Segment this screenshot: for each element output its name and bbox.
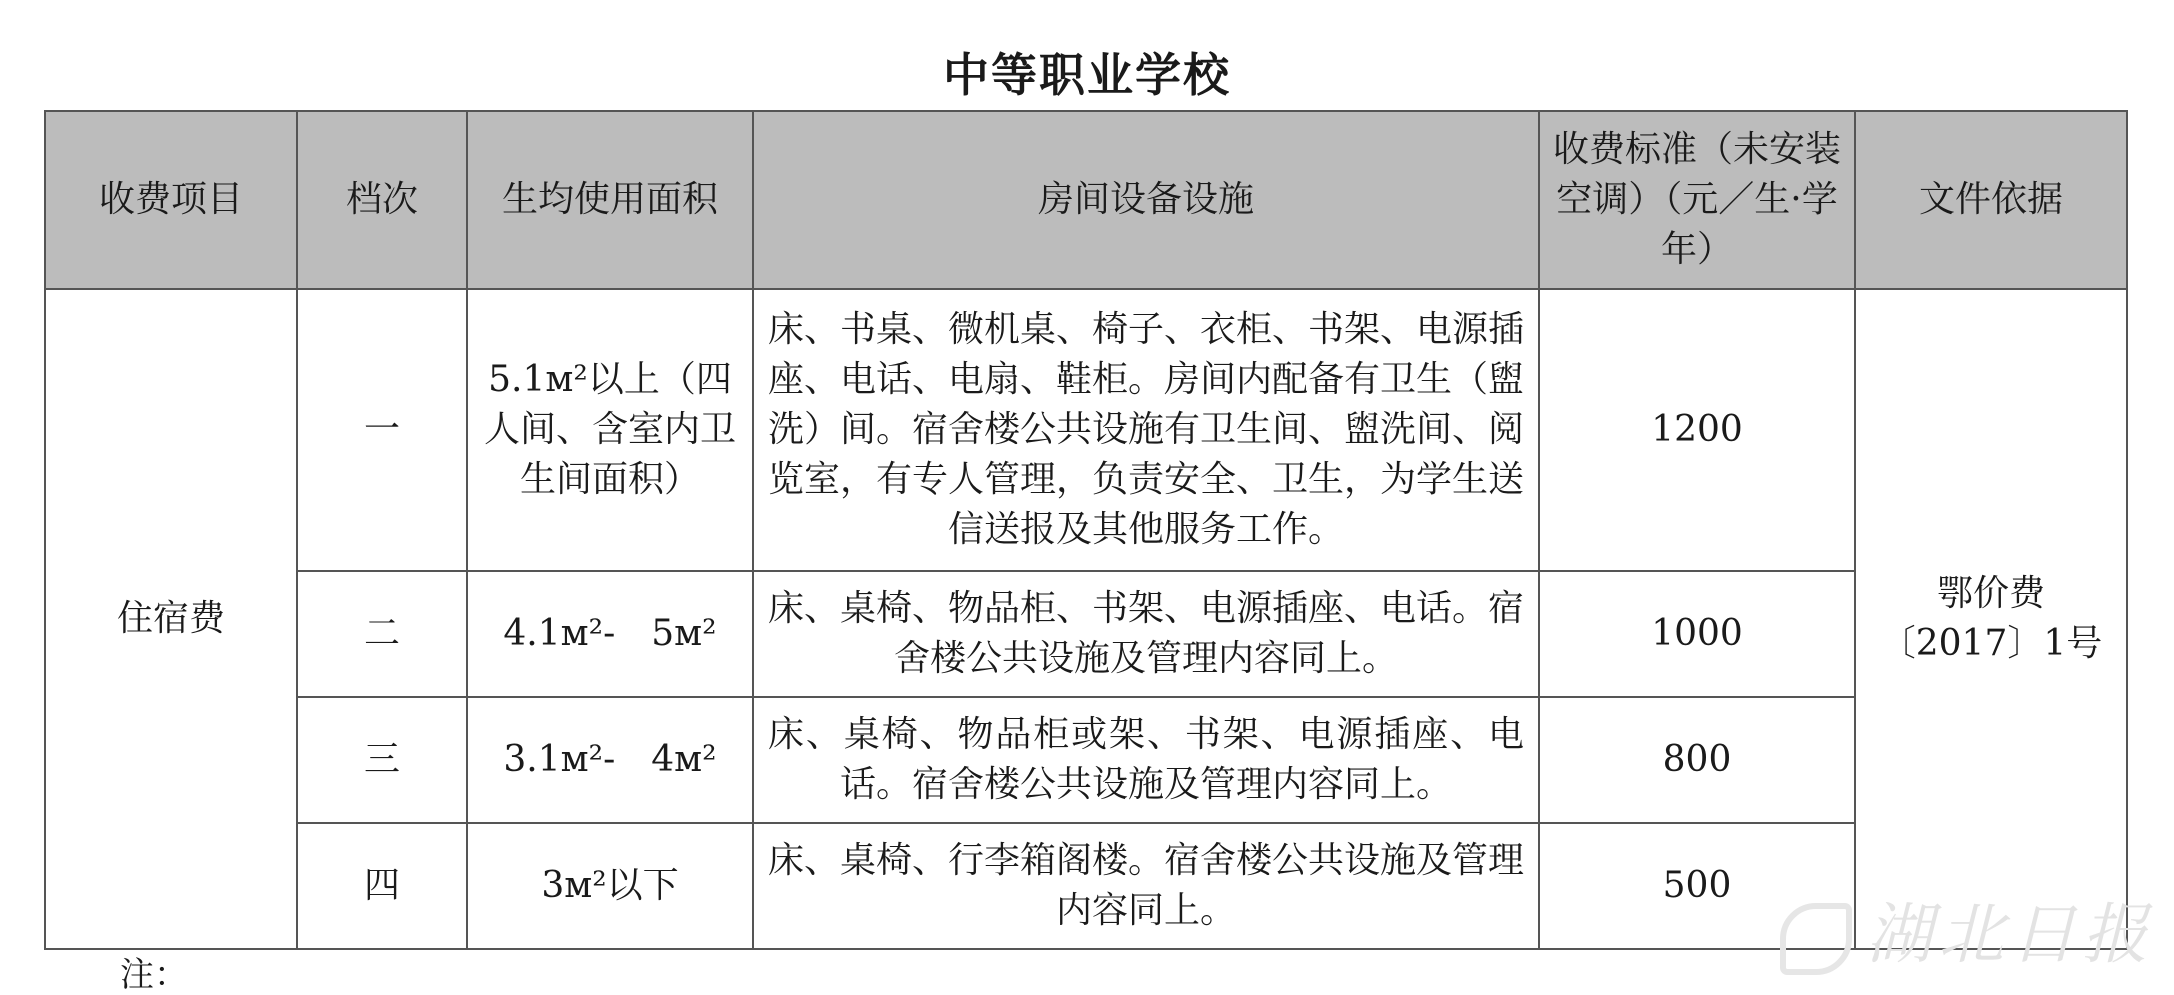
fee-cell: 1000 bbox=[1539, 571, 1855, 697]
facilities-cell: 床、桌椅、物品柜、书架、电源插座、电话。宿舍楼公共设施及管理内容同上。 bbox=[753, 571, 1539, 697]
watermark-text: 湖北日报 bbox=[1866, 896, 2154, 973]
newspaper-logo-icon bbox=[1780, 903, 1852, 975]
fee-cell: 1200 bbox=[1539, 289, 1855, 571]
note-label: 注： bbox=[120, 955, 188, 995]
tier-cell: 二 bbox=[297, 571, 467, 697]
facilities-cell: 床、桌椅、物品柜或架、书架、电源插座、电话。宿舍楼公共设施及管理内容同上。 bbox=[753, 697, 1539, 823]
area-cell: 3м²以下 bbox=[467, 823, 753, 949]
facilities-cell: 床、书桌、微机桌、椅子、衣柜、书架、电源插座、电话、电扇、鞋柜。房间内配备有卫生（盥洗）间。宿舍楼公共设施有卫生间、盥洗间、阅览室，有专人管理，负责安全、卫生，为学生送信送报及其他服务工作。 bbox=[753, 289, 1539, 571]
tier-cell: 四 bbox=[297, 823, 467, 949]
fee-cell: 500 bbox=[1539, 823, 1855, 949]
document-basis-cell: 鄂价费〔2017〕1号 bbox=[1855, 289, 2127, 949]
table-row bbox=[45, 289, 2127, 571]
header-facilities: 房间设备设施 bbox=[753, 111, 1539, 289]
header-document-basis: 文件依据 bbox=[1855, 111, 2127, 289]
header-fee-standard: 收费标准（未安装空调）（元／生·学年） bbox=[1539, 111, 1855, 289]
area-cell: 4.1м²- 5м² bbox=[467, 571, 753, 697]
facilities-cell: 床、桌椅、行李箱阁楼。宿舍楼公共设施及管理内容同上。 bbox=[753, 823, 1539, 949]
accommodation-fee-table bbox=[44, 110, 2128, 950]
table-row bbox=[45, 697, 2127, 823]
table-row bbox=[45, 571, 2127, 697]
header-fee-item: 收费项目 bbox=[45, 111, 297, 289]
header-tier: 档次 bbox=[297, 111, 467, 289]
tier-cell: 一 bbox=[297, 289, 467, 571]
watermark bbox=[1780, 881, 2154, 976]
fee-item-cell: 住宿费 bbox=[45, 289, 297, 949]
tier-cell: 三 bbox=[297, 697, 467, 823]
fee-cell: 800 bbox=[1539, 697, 1855, 823]
table-header-row bbox=[45, 111, 2127, 289]
header-area: 生均使用面积 bbox=[467, 111, 753, 289]
area-cell: 3.1м²- 4м² bbox=[467, 697, 753, 823]
area-cell: 5.1м²以上（四人间、含室内卫生间面积） bbox=[467, 289, 753, 571]
document-title: 中等职业学校 bbox=[943, 48, 1231, 102]
